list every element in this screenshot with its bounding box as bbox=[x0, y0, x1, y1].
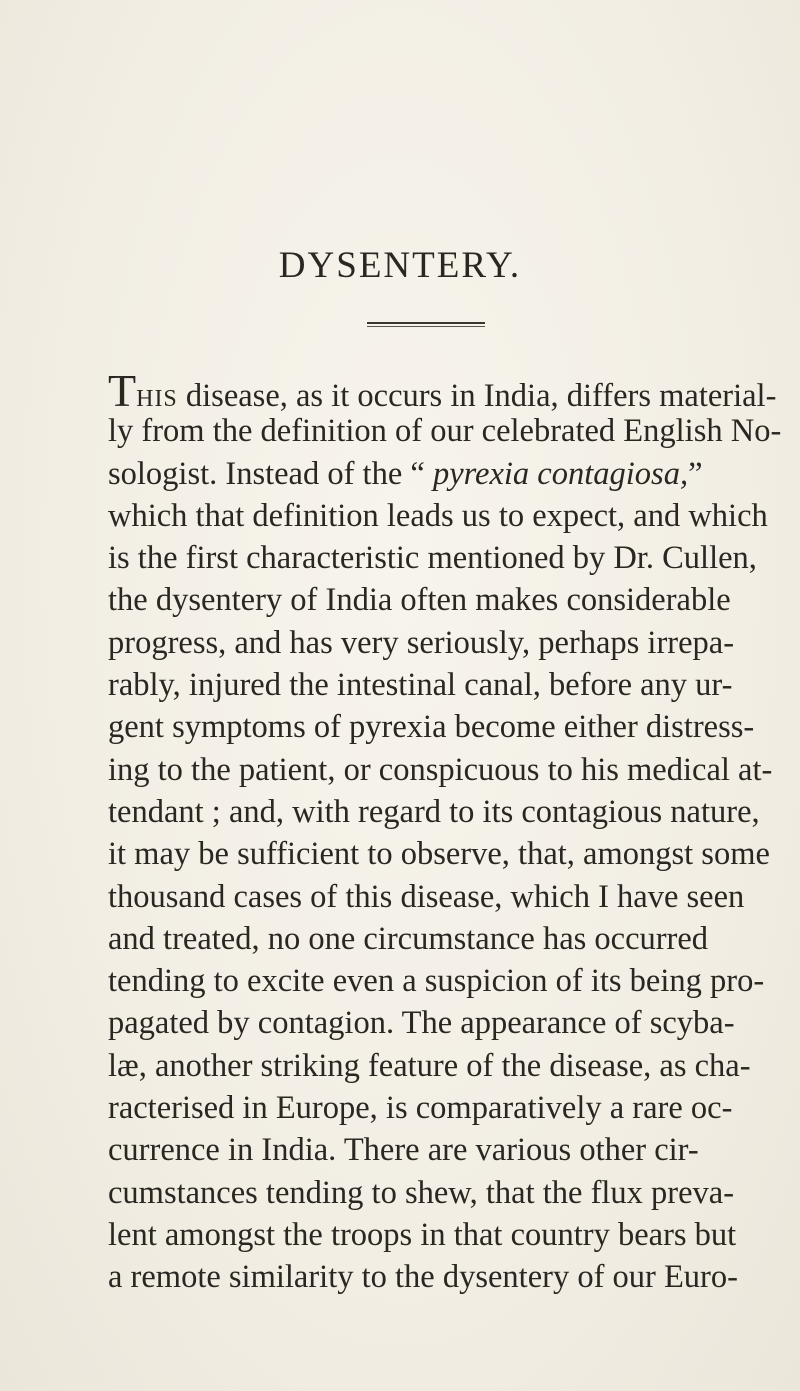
text-line-5: is the first characteristic mentioned by Dr. Cullen, bbox=[108, 540, 757, 577]
text-line-17: læ, another striking feature of the disease, as cha- bbox=[108, 1047, 751, 1084]
text-line-1 bbox=[108, 365, 796, 416]
page-title: DYSENTERY. bbox=[278, 245, 522, 286]
text-line-15: tending to excite even a suspicion of its being pro- bbox=[108, 963, 765, 1000]
text-line-22: a remote similarity to the dysentery of our Euro- bbox=[108, 1259, 738, 1296]
text-line-14: and treated, no one circumstance has occurred bbox=[108, 920, 709, 957]
latin-term: pyrexia contagiosa, bbox=[432, 455, 689, 492]
text-line-3-after: ” bbox=[688, 455, 703, 492]
text-line-1-rest: disease, as it occurs in India, differs material- bbox=[177, 378, 777, 414]
text-line-4: which that definition leads us to expect, and which bbox=[108, 497, 768, 534]
text-line-16: pagated by contagion. The appearance of scyba- bbox=[108, 1005, 735, 1042]
text-line-10: ing to the patient, or conspicuous to his medical at- bbox=[108, 751, 773, 788]
text-line-3-before: sologist. Instead of the “ bbox=[108, 455, 433, 492]
text-line-13: thousand cases of this disease, which I have seen bbox=[108, 878, 745, 915]
text-line-18: racterised in Europe, is comparatively a rare oc- bbox=[108, 1090, 733, 1127]
text-line-12: it may be sufficient to observe, that, amongst some bbox=[108, 836, 770, 873]
text-line-7: progress, and has very seriously, perhaps irrepa- bbox=[108, 624, 735, 661]
text-line-2: ly from the definition of our celebrated English No- bbox=[108, 413, 782, 450]
text-line-20: cumstances tending to shew, that the flux preva- bbox=[108, 1174, 735, 1211]
small-caps-word: HIS bbox=[136, 386, 178, 412]
title-rule-thin bbox=[367, 326, 485, 327]
text-line-11: tendant ; and, with regard to its contagious nature, bbox=[108, 793, 760, 830]
text-line-19: currence in India. There are various other cir- bbox=[108, 1132, 699, 1169]
text-line-9: gent symptoms of pyrexia become either distress- bbox=[108, 709, 755, 746]
text-line-3 bbox=[108, 453, 796, 495]
text-line-6: the dysentery of India often makes considerable bbox=[108, 582, 731, 619]
title-rule bbox=[367, 322, 485, 324]
drop-cap: T bbox=[108, 365, 137, 416]
text-line-21: lent amongst the troops in that country bears but bbox=[108, 1216, 737, 1253]
body-text bbox=[108, 365, 796, 1299]
text-line-8: rably, injured the intestinal canal, before any ur- bbox=[108, 667, 733, 704]
